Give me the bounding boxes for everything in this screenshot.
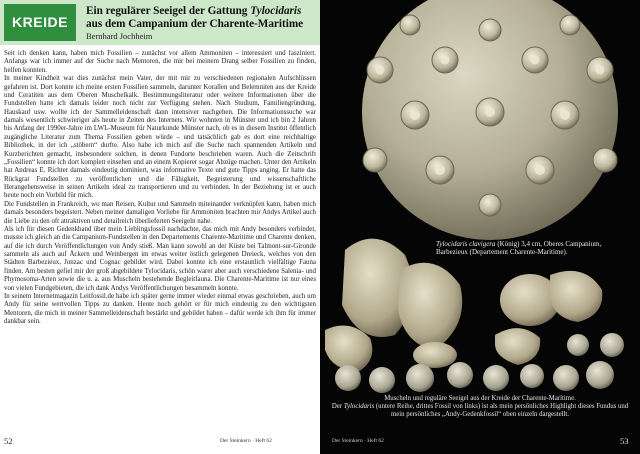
author: Bernhard Jochheim <box>86 31 153 41</box>
caption-main-rest: (König) 3,4 cm, Oberes Campanium, Barbezieux (Departement Charente-Maritime). <box>436 240 602 257</box>
caption-bottom-genus: Tylocidaris <box>343 403 375 411</box>
body-paragraph: Seit ich denken kann, haben mich Fossilien – zunächst vor allem Ammoniten – interessiert und fasziniert. Anfangs war ich immer auf der Suche nach Mentoren, die mir bei meinem Drang selber Fossilien zu finden, helfen konnten. <box>4 50 316 74</box>
caption-bottom-line-1: Muscheln und reguläre Seeigel aus der Kreide der Charente-Maritime. <box>384 395 576 402</box>
caption-main <box>436 240 616 257</box>
article-title <box>86 5 316 30</box>
title-prefix: Ein regulärer Seeigel der Gattung <box>86 5 251 17</box>
body-paragraph: Die Fundstellen in Frankreich, wo man Reisen, Kultur und Sammeln miteinander verknüpfen kann, haben mich damals besonders begeistert. Neben meiner damaligen Vorliebe für Ammoniten brachten mir Andys Artikel auch die Liebe zu den oft attraktiven und detailreich überlieferten Seeigeln nahe. <box>4 200 316 225</box>
article-body <box>4 50 316 438</box>
body-paragraph: Als ich für diesen Gedenkband über mein Lieblingsfossil nachdachte, das mich mit Andy besonders verbindet, musste ich gleich an die Campanium-Fundstellen in den Departements Charente-Maritime und Charente denken, auf die ich durch Veröffentlichungen von Andy stieß. Man kann sowohl an der Küste bei Talmont-sur-Gironde sammeln als auch auf Äckern und Weinbergen im etwas weiter östlich gelegenen Dreieck, welches von den Städten Barbezieux, Jonzac und Cognac gebildet wird. Dabei konnte ich eine erstaunlich vielfältige Fauna finden. Am besten gefiel mir der groß abgebildete Tylocidaris, schön warer aber auch verschiedene Salenia- und Phymosoma-Arten sowie die u. a. aus Muscheln bestehende Begleitfauna. Die Charente-Maritime ist nur eines von vielen Fundgebieten, die ich dank Andys Veröffentlichungen besammeln konnte. <box>4 225 316 292</box>
caption-bottom <box>328 395 632 420</box>
tylocidaris-echinoid <box>362 0 618 240</box>
small-echinoids <box>335 333 624 393</box>
title-line-2: aus dem Campanium der Charente-Maritime <box>86 17 304 30</box>
footer-left: Der Steinkern · Heft 62 <box>220 438 272 444</box>
caption-main-genus: Tylocidaris clavigera <box>436 240 496 248</box>
page-number-right: 53 <box>620 436 629 446</box>
caption-bottom-prefix: Der <box>331 403 344 411</box>
page-number-left: 52 <box>4 436 13 446</box>
caption-bottom-rest: (untere Reihe, drittes Fossil von links) ist als mein persönliches Highlight dieses Fundus und mein persönliches „Andy-Gedenkfossil“ oben einzeln dargestellt. <box>374 403 629 419</box>
fossil-photo <box>320 0 640 454</box>
footer-right: Der Steinkern · Heft 62 <box>332 438 384 444</box>
right-page <box>320 0 640 454</box>
fossil-shells <box>325 239 602 372</box>
title-genus: Tylocidaris <box>250 5 302 17</box>
body-paragraph: In meiner Kindheit war dies zunächst mein Vater, der mit mir zu verschiedenen regionalen Aufschlüssen gefahren ist. Dort konnte ich meine ersten Fossilien sammeln, darunter Korallen und Belemniten aus der Kreide und Ceratiten aus dem Oberen Muschelkalk. Bestimmungsliteratur oder weitere Informationen über die Fundstellen hatte ich damals leider noch nicht zur Verfügung stehen. Nach Studium, Familiengründung, Hauskauf usw. wollte ich der Sammelleidenschaft dann intensiver nachgehen. Die Informationssuche war damals wesentlich schwieriger als heute in Zeiten des Internets. Wir wohnten in Münster und ich bin 2 Jahren bis Anfang der 1990er-Jahre im LWL-Museum für Naturkunde Münster nach, ob es in diesem Institut öffentlich zugängliche Literatur zum Thema Fossilien geben würde – und tatsächlich gab es dort eine reichhaltige Bibliothek, in der ich „stöbern“ durfte. Also habe ich mich auf die Suche nach spannenden Artikeln und Kurzberichten gemacht, insbesondere solchen, in denen Fundorte beschrieben waren. Auch die Zeitschrift „Fossilien“ konnte ich dort komplett einsehen und an einem Kopierer sogar Abzüge machen. Unter den Artikeln hat Andreas E. Richter damals eindeutig dominiert, was informative Texte und gute Tipps anging. Er hatte das Rückgrat Fundstellen zu veröffentlichen und die Fähigkeit, Begeisterung und wissenschaftliche Herangehensweise in seinen Artikeln ideal zu transportieren und zu verbinden. In der Beziehung ist er auch heute noch ein Vorbild für mich. <box>4 75 316 200</box>
section-label: KREIDE <box>4 4 76 41</box>
body-paragraph: In seinem Internetmagazin Leitfossil.de habe ich später gerne immer wieder einmal etwas geschrieben, auch um Andy für seine wertvollen Tipps zu danken. Heute noch gehört er für mich eindeutig zu den wichtigsten Mentoren, die mich in meiner Sammelleidenschaft bestärkt und gebildet haben – dafür werde ich ihm für immer dankbar sein. <box>4 292 316 325</box>
